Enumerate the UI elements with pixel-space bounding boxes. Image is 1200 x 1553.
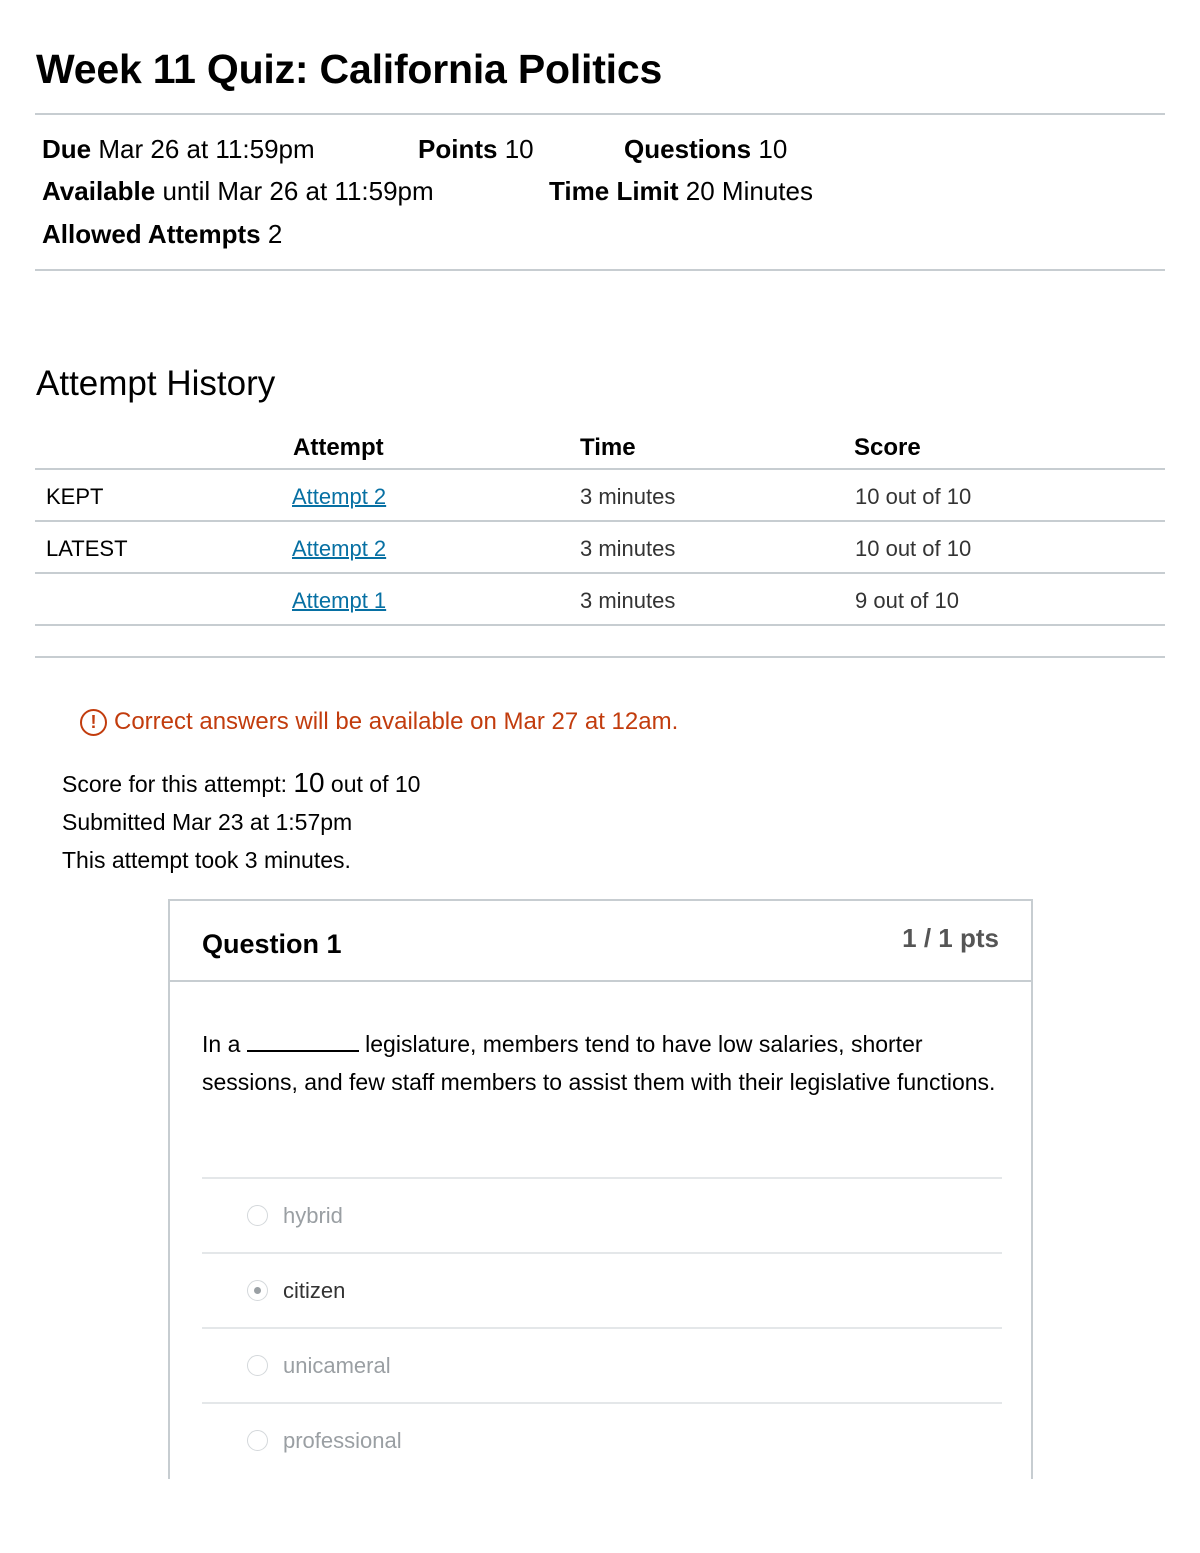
answer-option-professional[interactable] [202, 1402, 1002, 1477]
attempt-link[interactable]: Attempt 1 [292, 588, 387, 613]
divider [35, 113, 1165, 115]
available-value: until Mar 26 at 11:59pm [162, 176, 434, 206]
radio-button[interactable] [247, 1430, 268, 1451]
divider [35, 656, 1165, 658]
points-label: Points [418, 134, 498, 164]
attempt-score-summary [62, 767, 420, 799]
radio-button-selected[interactable] [247, 1280, 268, 1301]
answer-label: hybrid [283, 1203, 343, 1228]
warning-icon: ! [80, 709, 107, 736]
score-value: 10 [293, 767, 325, 798]
answer-option-citizen[interactable] [202, 1252, 1002, 1327]
attempt-time: 3 minutes [580, 484, 676, 509]
attempt-history-table [35, 424, 1165, 626]
question-points: 1 / 1 pts [902, 923, 999, 953]
question-title: Question 1 [202, 929, 342, 959]
due-info [42, 134, 315, 165]
table-header [35, 424, 1165, 470]
due-value: Mar 26 at 11:59pm [98, 134, 315, 164]
available-label: Available [42, 176, 156, 206]
attempt-time: 3 minutes [580, 588, 676, 613]
time-limit-value: 20 Minutes [685, 176, 813, 206]
attempt-time: 3 minutes [580, 536, 676, 561]
table-row [35, 470, 1165, 522]
answer-label: unicameral [283, 1353, 391, 1378]
attempt-score: 9 out of 10 [855, 588, 959, 613]
available-info [42, 176, 434, 207]
time-limit-label: Time Limit [549, 176, 679, 206]
table-row [35, 574, 1165, 626]
answer-label: citizen [283, 1278, 346, 1303]
question-text-end: legislature, members tend to have low salaries, shorter sessions, and few staff members to assist them with their legislative functions. [202, 1031, 996, 1095]
page-title: Week 11 Quiz: California Politics [36, 46, 663, 92]
radio-button[interactable] [247, 1355, 268, 1376]
submitted-time: Submitted Mar 23 at 1:57pm [62, 809, 353, 835]
question-header [170, 901, 1031, 982]
column-header-attempt: Attempt [293, 434, 384, 461]
allowed-attempts-info [42, 219, 282, 250]
attempt-history-title: Attempt History [36, 364, 276, 403]
answer-option-hybrid[interactable] [202, 1177, 1002, 1252]
points-info [418, 134, 534, 165]
question-card [168, 899, 1033, 1479]
score-suffix: out of 10 [324, 771, 421, 797]
attempt-score: 10 out of 10 [855, 484, 972, 509]
attempt-duration: This attempt took 3 minutes. [62, 847, 351, 873]
fill-in-blank [247, 1030, 359, 1052]
attempt-status-label: KEPT [46, 484, 104, 509]
attempt-link[interactable]: Attempt 2 [292, 536, 387, 561]
allowed-attempts-label: Allowed Attempts [42, 219, 261, 249]
table-row [35, 522, 1165, 574]
questions-info [624, 134, 787, 165]
answer-option-unicameral[interactable] [202, 1327, 1002, 1402]
time-limit-info [549, 176, 813, 207]
questions-value: 10 [758, 134, 788, 164]
score-prefix: Score for this attempt: [62, 771, 294, 797]
notice-text: Correct answers will be available on Mar 27 at 12am. [114, 708, 679, 735]
radio-button[interactable] [247, 1205, 268, 1226]
divider [35, 269, 1165, 271]
question-text-start: In a [202, 1031, 247, 1057]
points-value: 10 [504, 134, 534, 164]
attempt-link[interactable]: Attempt 2 [292, 484, 387, 509]
question-text [202, 1025, 1002, 1101]
correct-answers-notice [80, 708, 678, 736]
allowed-attempts-value: 2 [267, 219, 283, 249]
attempt-score: 10 out of 10 [855, 536, 972, 561]
column-header-time: Time [580, 434, 636, 461]
column-header-score: Score [854, 434, 921, 461]
due-label: Due [42, 134, 92, 164]
questions-label: Questions [624, 134, 752, 164]
attempt-status-label: LATEST [46, 536, 128, 561]
answer-label: professional [283, 1428, 402, 1453]
